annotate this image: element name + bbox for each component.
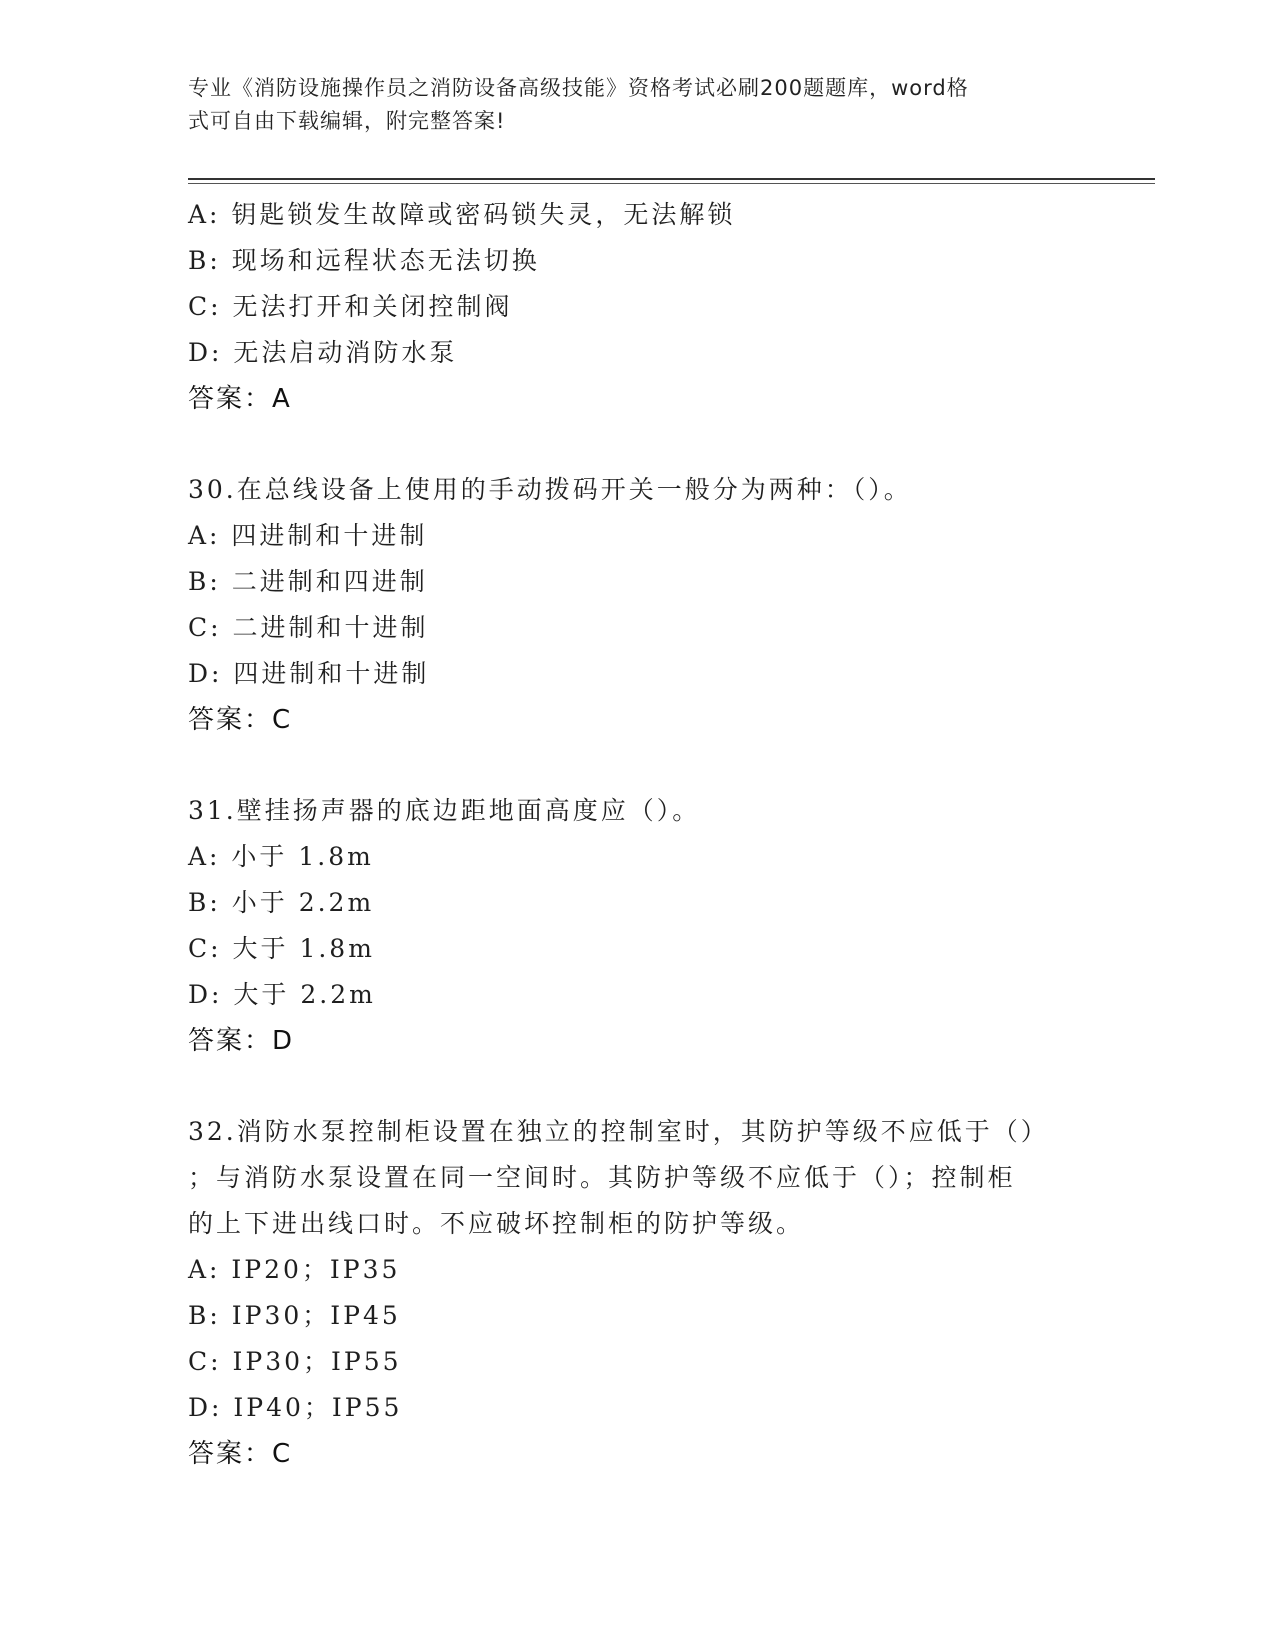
option-b: B: IP30；IP45 xyxy=(188,1301,401,1330)
option-d: D: 大于 2.2m xyxy=(188,980,376,1009)
option-a: A: IP20；IP35 xyxy=(188,1255,401,1284)
option-d: D: 四进制和十进制 xyxy=(188,659,430,688)
spacer xyxy=(188,422,1088,467)
question-text-line-3: 的上下进出线口时。不应破坏控制柜的防护等级。 xyxy=(188,1209,805,1238)
option-d: D: IP40；IP55 xyxy=(188,1393,403,1422)
option-b: B: 二进制和四进制 xyxy=(188,567,428,596)
answer-label: 答案：A xyxy=(188,384,292,414)
option-a: A: 钥匙锁发生故障或密码锁失灵，无法解锁 xyxy=(188,200,736,229)
option-c: C: IP30；IP55 xyxy=(188,1347,402,1376)
spacer xyxy=(188,1064,1088,1109)
option-c: C: 二进制和十进制 xyxy=(188,613,429,642)
document-header xyxy=(188,72,1068,138)
question-text: 30.在总线设备上使用的手动拨码开关一般分为两种：（）。 xyxy=(188,475,912,504)
question-block-30 xyxy=(188,467,1088,743)
answer-label: 答案：C xyxy=(188,1439,293,1469)
question-block-prev xyxy=(188,192,1088,422)
header-divider-thick xyxy=(188,178,1155,180)
answer-label: 答案：D xyxy=(188,1026,295,1056)
header-line-1: 专业《消防设施操作员之消防设备高级技能》资格考试必刷200题题库，word格 xyxy=(188,76,969,100)
header-line-2: 式可自由下载编辑，附完整答案! xyxy=(188,109,506,133)
answer-label: 答案：C xyxy=(188,705,293,735)
question-text: 31.壁挂扬声器的底边距地面高度应（）。 xyxy=(188,796,701,825)
option-d: D: 无法启动消防水泵 xyxy=(188,338,458,367)
spacer xyxy=(188,743,1088,788)
header-divider-thin xyxy=(188,183,1155,184)
question-text-line-2: ；与消防水泵设置在同一空间时。其防护等级不应低于（）；控制柜 xyxy=(188,1163,1016,1192)
question-list xyxy=(188,192,1088,1477)
option-a: A: 小于 1.8m xyxy=(188,842,374,871)
question-block-32 xyxy=(188,1109,1088,1477)
option-b: B: 小于 2.2m xyxy=(188,888,375,917)
option-a: A: 四进制和十进制 xyxy=(188,521,428,550)
option-b: B: 现场和远程状态无法切换 xyxy=(188,246,540,275)
question-text-line-1: 32.消防水泵控制柜设置在独立的控制室时，其防护等级不应低于（） xyxy=(188,1117,1049,1146)
option-c: C: 大于 1.8m xyxy=(188,934,375,963)
option-c: C: 无法打开和关闭控制阀 xyxy=(188,292,513,321)
question-block-31 xyxy=(188,788,1088,1064)
